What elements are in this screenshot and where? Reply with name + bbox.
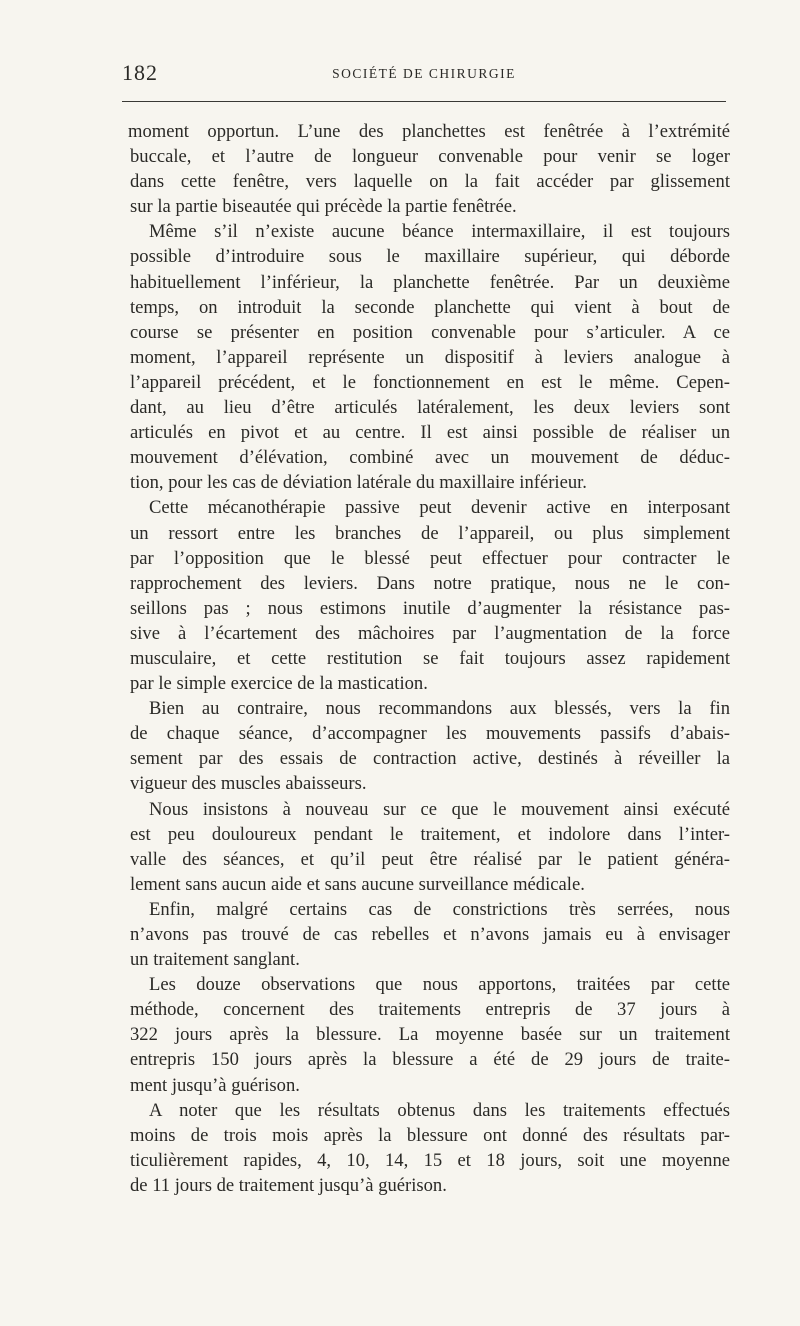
- text-line: vigueur des muscles abaisseurs.: [130, 773, 367, 795]
- text-line: rapprochement des leviers. Dans notre pratique, nous ne le con-: [130, 572, 730, 594]
- text-line: sement par des essais de contraction active, destinés à réveiller la: [130, 748, 730, 770]
- header-rule: [122, 101, 726, 102]
- text-line: lement sans aucun aide et sans aucune surveillance médicale.: [130, 873, 585, 895]
- text-line: temps, on introduit la seconde planchette qui vient à bout de: [130, 296, 730, 318]
- text-line: méthode, concernent des traitements entrepris de 37 jours à: [130, 999, 730, 1021]
- body-text: [130, 119, 730, 1198]
- text-line: par le simple exercice de la mastication.: [130, 673, 428, 695]
- text-line: moment, l’appareil représente un dispositif à leviers analogue à: [130, 346, 730, 368]
- text-line: entrepris 150 jours après la blessure a été de 29 jours de traite-: [130, 1049, 730, 1071]
- text-line: moins de trois mois après la blessure ont donné des résultats par-: [130, 1124, 730, 1146]
- text-line: articulés en pivot et au centre. Il est ainsi possible de réaliser un: [130, 422, 730, 444]
- text-line: Même s’il n’existe aucune béance intermaxillaire, il est toujours: [149, 221, 730, 243]
- text-line: musculaire, et cette restitution se fait toujours assez rapidement: [130, 647, 730, 669]
- text-line: n’avons pas trouvé de cas rebelles et n’avons jamais eu à envisager: [130, 924, 730, 945]
- text-line: sive à l’écartement des mâchoires par l’augmentation de la force: [130, 622, 730, 644]
- text-line: buccale, et l’autre de longueur convenable pour venir se loger: [130, 146, 730, 168]
- text-line: valle des séances, et qu’il peut être réalisé par le patient généra-: [130, 848, 730, 870]
- text-line: Nous insistons à nouveau sur ce que le mouvement ainsi exécuté: [149, 798, 730, 820]
- text-line: de 11 jours de traitement jusqu’à guérison.: [130, 1174, 447, 1196]
- text-line: mouvement d’élévation, combiné avec un mouvement de déduc-: [130, 447, 730, 469]
- text-line: un ressort entre les branches de l’appareil, ou plus simplement: [130, 522, 730, 544]
- text-line: Enfin, malgré certains cas de constrictions très serrées, nous: [149, 898, 730, 920]
- text-line: un traitement sanglant.: [130, 949, 300, 971]
- running-title: SOCIÉTÉ DE CHIRURGIE: [332, 66, 516, 81]
- text-line: seillons pas ; nous estimons inutile d’augmenter la résistance pas-: [130, 597, 730, 619]
- text-line: course se présenter en position convenable pour s’articuler. A ce: [130, 321, 730, 343]
- text-line: A noter que les résultats obtenus dans les traitements effectués: [149, 1099, 730, 1121]
- text-line: par l’opposition que le blessé peut effectuer pour contracter le: [130, 547, 730, 569]
- text-line: sur la partie biseautée qui précède la partie fenêtrée.: [130, 196, 517, 218]
- text-line: Bien au contraire, nous recommandons aux blessés, vers la fin: [149, 698, 730, 720]
- text-line: dans cette fenêtre, vers laquelle on la fait accéder par glissement: [130, 171, 730, 193]
- text-line: ticulièrement rapides, 4, 10, 14, 15 et 18 jours, soit une moyenne: [130, 1149, 730, 1171]
- page-number: 182: [122, 60, 158, 85]
- page-header: [122, 60, 726, 90]
- text-line: Les douze observations que nous apportons, traitées par cette: [149, 974, 730, 996]
- text-line: Cette mécanothérapie passive peut devenir active en interposant: [149, 497, 730, 519]
- text-line: tion, pour les cas de déviation latérale du maxillaire inférieur.: [130, 472, 587, 494]
- text-line: ment jusqu’à guérison.: [130, 1074, 300, 1096]
- text-line: est peu douloureux pendant le traitement, et indolore dans l’inter-: [130, 823, 730, 845]
- text-line: 322 jours après la blessure. La moyenne basée sur un traitement: [130, 1024, 730, 1046]
- text-line: possible d’introduire sous le maxillaire supérieur, qui déborde: [130, 246, 730, 268]
- text-line: moment opportun. L’une des planchettes est fenêtrée à l’extrémité: [128, 121, 730, 142]
- text-line: habituellement l’inférieur, la planchette fenêtrée. Par un deuxième: [130, 271, 730, 293]
- text-line: de chaque séance, d’accompagner les mouvements passifs d’abais-: [130, 723, 730, 745]
- text-line: l’appareil précédent, et le fonctionnement en est le même. Cepen-: [130, 371, 730, 393]
- text-line: dant, au lieu d’être articulés latéralement, les deux leviers sont: [130, 397, 730, 419]
